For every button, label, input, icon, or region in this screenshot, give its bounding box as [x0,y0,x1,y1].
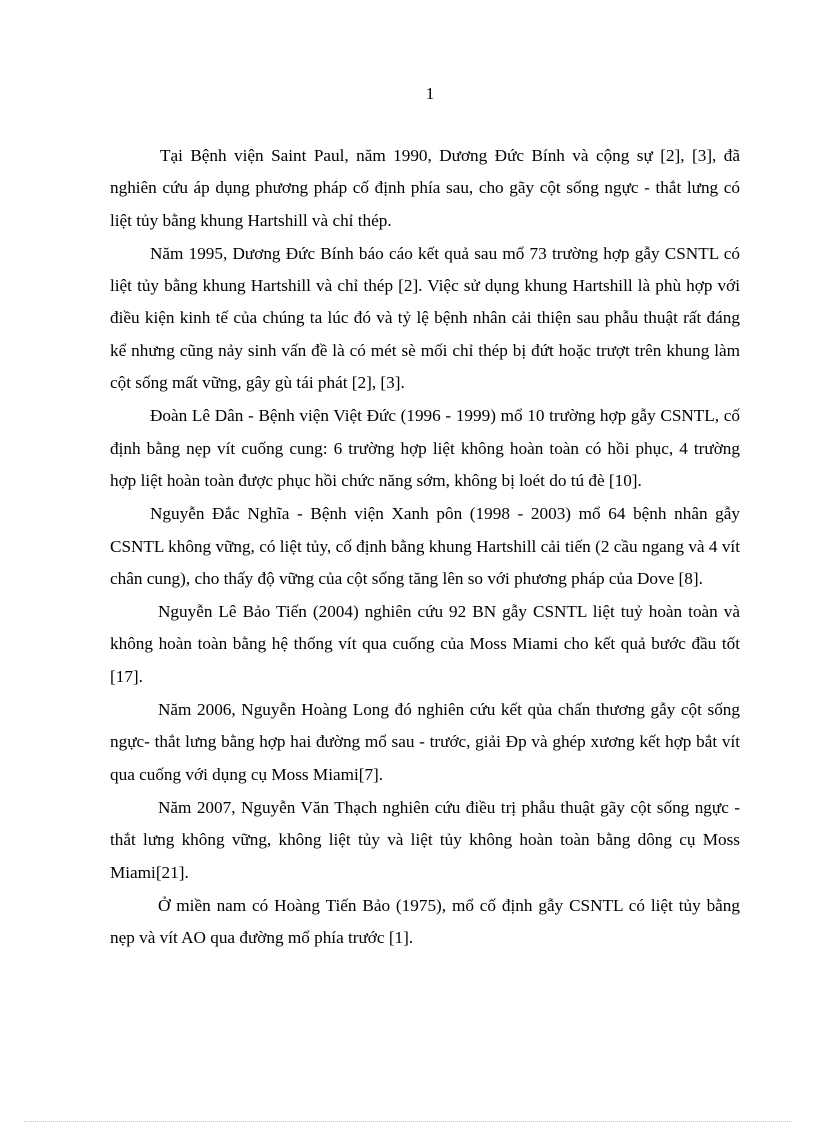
paragraph-2007-nguyen-van-thach: Năm 2007, Nguyễn Văn Thạch nghiên cứu điều trị phẫu thuật gãy cột sống ngực - thắt lưng không vững, không liệt tủy và liệt tủy không hoàn toàn bằng dông cụ Moss Miami[21]. [110,797,740,882]
paragraph-2006-nguyen-hoang-long: Năm 2006, Nguyễn Hoàng Long đó nghiên cứu kết qủa chấn thương gẫy cột sống ngực- thắt lưng bằng hợp hai đường mổ sau - trước, giải Ðp và ghép xương kết hợp bắt vít qua cuống với dụng cụ Moss Miami[7]. [110,700,740,784]
page-bottom-divider [24,1121,792,1122]
paragraph-hoang-tien-bao: Ở miền nam có Hoàng Tiến Bảo (1975), mổ cố định gẫy CSNTL có liệt tủy bằng nẹp và vít AO qua đường mổ phía trước [1]. [110,895,740,948]
paragraph-1995-hartshill: Năm 1995, Dương Đức Bính báo cáo kết quả sau mổ 73 trường hợp gẫy CSNTL có liệt tủy bằng khung Hartshill và chỉ thép [2]. Việc sử dụng khung Hartshill là phù hợp với điều kiện kinh tế của chúng ta lúc đó và tỷ lệ bệnh nhân cải thiện sau phẫu thuật rất đáng kể nhưng cũng nảy sinh vấn đề là có mét sè mối chỉ thép bị đứt hoặc trượt trên khung làm cột sống mất vững, gây gù tái phát [2], [3]. [110,243,740,393]
paragraph-saint-paul: Tại Bệnh viện Saint Paul, năm 1990, Dương Đức Bính và cộng sự [2], [3], đã nghiên cứu áp dụng phương pháp cố định phía sau, cho gãy cột sống ngực - thắt lưng có liệt tủy bằng khung Hartshill và chỉ thép. [110,146,740,230]
paragraph-nguyen-le-bao-tien: Nguyễn Lê Bảo Tiến (2004) nghiên cứu 92 BN gẫy CSNTL liệt tuỷ hoàn toàn và không hoàn toàn bằng hệ thống vít qua cuống của Moss Miami cho kết quả bước đầu tốt [17]. [110,602,740,686]
body-text [110,140,740,954]
paragraph-doan-le-dan: Đoàn Lê Dân - Bệnh viện Việt Đức (1996 - 1999) mổ 10 trường hợp gẫy CSNTL, cố định bằng nẹp vít cuống cung: 6 trường hợp liệt không hoàn toàn có hồi phục, 4 trường hợp liệt hoàn toàn được phục hồi chức năng sớm, không bị loét do tú đè [10]. [110,406,740,490]
paragraph-nguyen-dac-nghia: Nguyễn Đắc Nghĩa - Bệnh viện Xanh pôn (1998 - 2003) mổ 64 bệnh nhân gẫy CSNTL không vững, có liệt tủy, cố định bằng khung Hartshill cải tiến (2 cầu ngang và 4 vít chân cung), cho thấy độ vững của cột sống tăng lên so với phương pháp của Dove [8]. [110,504,740,588]
page-number: 1 [425,84,435,103]
